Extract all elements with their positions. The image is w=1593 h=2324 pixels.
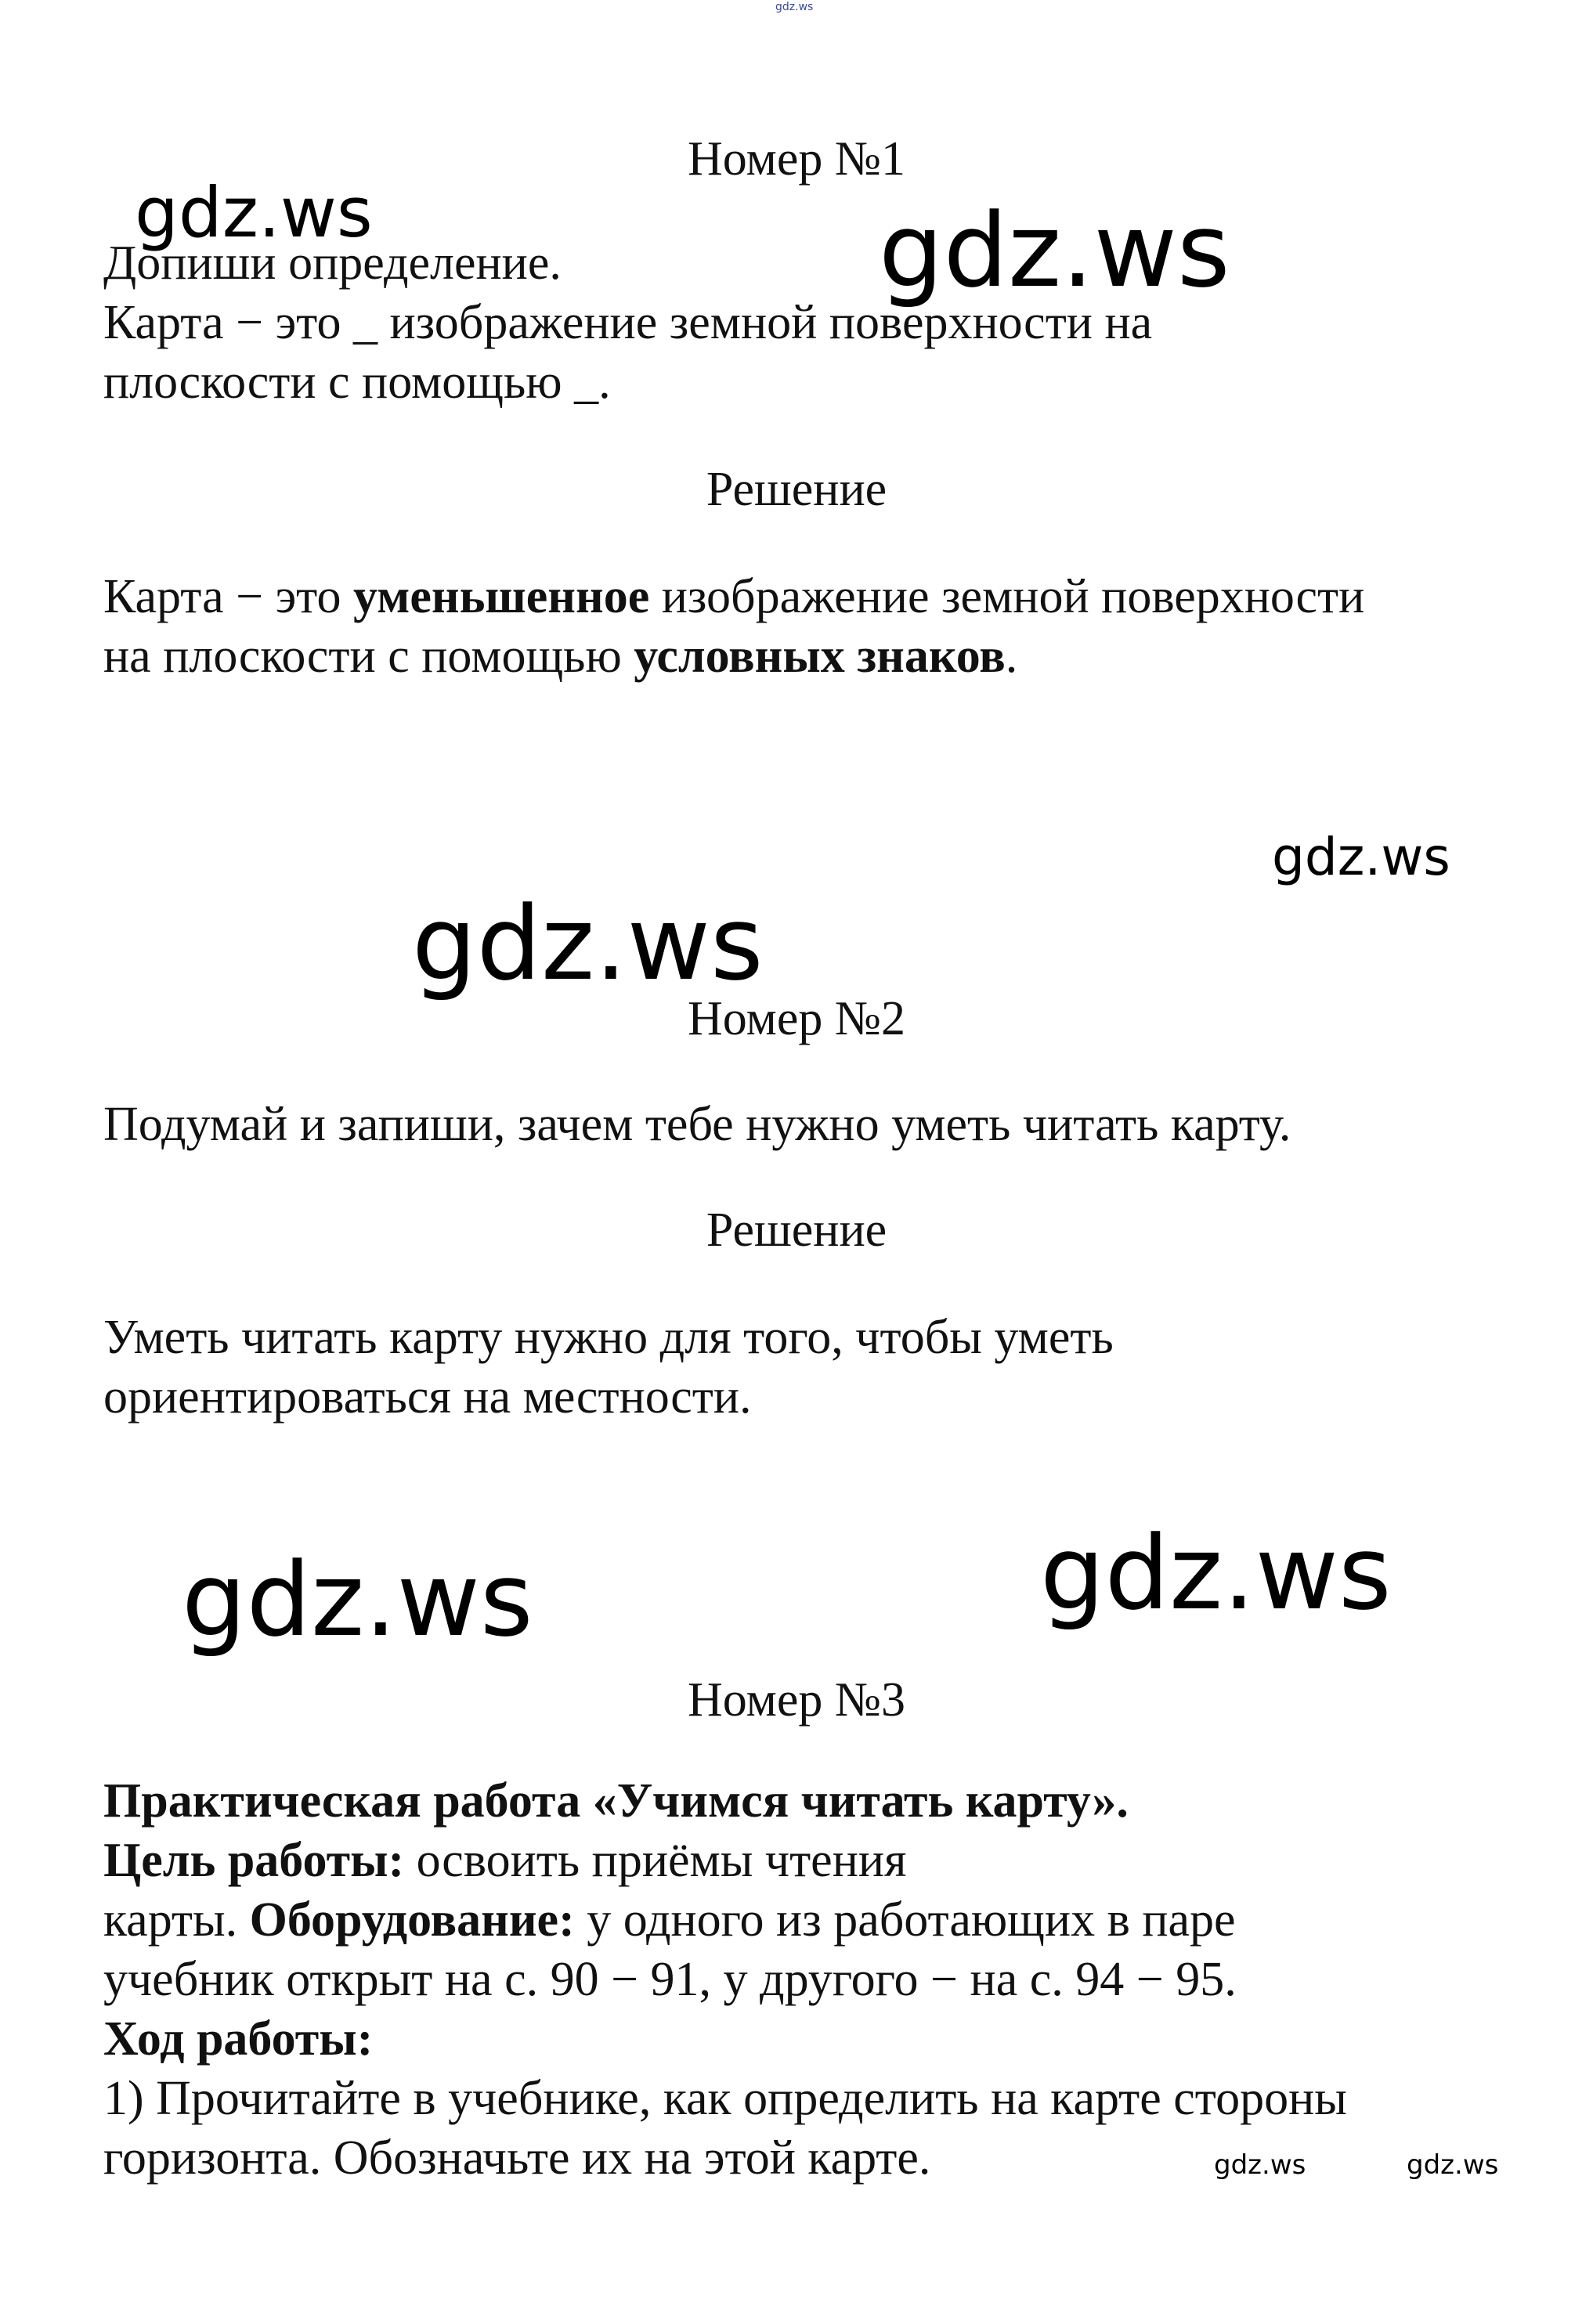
watermark: gdz.ws — [1214, 2149, 1306, 2181]
task3-equipment-line — [103, 1890, 1529, 1950]
task1-answer-line — [103, 626, 1529, 686]
answer-bold-term: уменьшенное — [352, 570, 650, 623]
task3-progress-label — [103, 2009, 1529, 2069]
answer-text: изображение земной поверхности — [649, 570, 1365, 623]
task3-step1-line: горизонта. Обозначьте их на этой карте. — [103, 2131, 931, 2185]
task1-heading: Номер №1 — [687, 132, 905, 186]
task3-title — [103, 1771, 1529, 1831]
answer-text: на плоскости с помощью — [103, 630, 634, 683]
task3-body — [103, 1771, 1529, 2188]
task3-step1-line: 1) Прочитайте в учебнике, как определить на карте стороны — [103, 2072, 1347, 2125]
task2-heading: Номер №2 — [687, 992, 905, 1045]
answer-bold-term: условных знаков — [634, 630, 1006, 683]
task3-title-text: Практическая работа «Учимся читать карту». — [103, 1774, 1129, 1828]
equipment-label: Оборудование: — [249, 1893, 575, 1947]
watermark: gdz.ws — [412, 884, 764, 1003]
watermark: gdz.ws — [1040, 1514, 1392, 1633]
progress-label-text: Ход работы: — [103, 2012, 374, 2066]
task2-answer-line: Уметь читать карту нужно для того, чтобы уметь — [103, 1311, 1114, 1364]
task3-goal-line — [103, 1831, 1529, 1890]
task2-answer-line: ориентироваться на местности. — [103, 1370, 752, 1424]
task1-prompt-line: плоскости с помощью _. — [103, 355, 611, 409]
watermark-top: gdz.ws — [775, 1, 814, 13]
task2-prompt — [103, 1095, 1529, 1154]
watermark: gdz.ws — [1272, 827, 1450, 887]
task3-equipment-cont: учебник открыт на с. 90 − 91, у другого − на с. 94 − 95. — [103, 1953, 1237, 2006]
task2-prompt-line: Подумай и запиши, зачем тебе нужно уметь читать карту. — [103, 1098, 1291, 1151]
task2-answer — [103, 1308, 1529, 1427]
task1-prompt-line: Допиши определение. — [103, 236, 562, 290]
goal-text-cont: карты. — [103, 1893, 250, 1947]
watermark: gdz.ws — [1407, 2149, 1499, 2181]
watermark: gdz.ws — [182, 1540, 533, 1659]
task3-heading: Номер №3 — [687, 1673, 905, 1727]
task1-answer — [103, 567, 1529, 686]
task1-solution-heading: Решение — [706, 463, 887, 516]
watermark: gdz.ws — [135, 172, 373, 253]
watermark: gdz.ws — [879, 191, 1230, 310]
goal-label: Цель работы: — [103, 1834, 405, 1887]
equipment-text: у одного из работающих в паре — [574, 1893, 1236, 1947]
task2-solution-heading: Решение — [706, 1204, 887, 1257]
task1-prompt-line: Карта − это _ изображение земной поверхности на — [103, 296, 1153, 349]
answer-text: . — [1005, 630, 1018, 683]
goal-text: освоить приёмы чтения — [404, 1834, 907, 1887]
answer-text: Карта − это — [103, 570, 353, 623]
task1-answer-line — [103, 567, 1529, 626]
task1-prompt — [103, 233, 1529, 412]
